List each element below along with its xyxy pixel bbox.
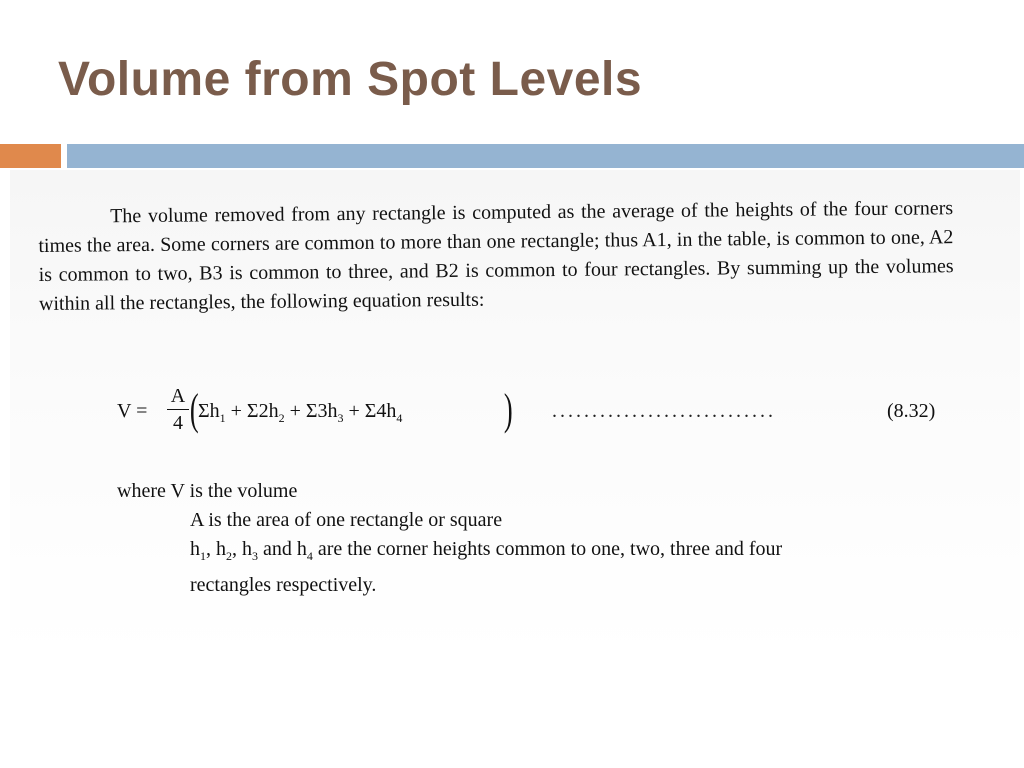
slide-title: Volume from Spot Levels — [58, 53, 643, 106]
h4-symbol: h — [296, 538, 307, 560]
h1-subscript: 1 — [200, 549, 206, 563]
fraction-a-over-4 — [167, 384, 189, 435]
open-paren: ( — [189, 385, 199, 434]
fraction-denominator: 4 — [173, 412, 183, 434]
plus-3: + — [343, 400, 365, 422]
fraction-bar — [167, 409, 189, 410]
definition-h-text: are the corner heights common to one, two, three and four — [312, 538, 783, 560]
title-accent-blue-bar — [67, 144, 1024, 168]
h4-subscript: 4 — [306, 549, 313, 563]
h2-symbol: h — [216, 538, 226, 560]
body-paragraph: The volume removed from any rectangle is computed as the average of the heights of the four corners times the area. Some corners are common to more than one rectangle; thus A1, in the table, is common to one, A2 is common to two, B3 is common to three, and B2 is common to four rectangles. By summing up the volumes within all the rectangles, the following equation results: — [38, 197, 954, 315]
separator-2: , — [232, 538, 242, 560]
term-2-subscript: 2 — [278, 411, 285, 425]
equation-8-32 — [117, 385, 967, 448]
h3-symbol: h — [242, 538, 252, 560]
term-3-subscript: 3 — [337, 411, 344, 425]
plus-2: + — [284, 400, 306, 422]
definition-a: A is the area of one rectangle or square — [190, 509, 503, 531]
title-accent-orange-bar — [0, 144, 61, 168]
separator-3: and — [258, 538, 297, 560]
definition-h-continued: rectangles respectively. — [190, 574, 377, 596]
equation-sum-terms — [198, 400, 402, 426]
term-4: Σ4h — [364, 400, 397, 422]
equation-lhs: V = — [117, 400, 148, 422]
term-3: Σ3h — [305, 400, 338, 422]
term-2: Σ2h — [246, 400, 279, 422]
close-paren: ) — [503, 385, 513, 434]
term-4-subscript: 4 — [396, 411, 403, 425]
separator-1: , — [206, 538, 216, 560]
h3-subscript: 3 — [252, 549, 258, 563]
term-1: Σh — [198, 400, 220, 422]
plus-1: + — [225, 400, 247, 422]
term-1-subscript: 1 — [219, 411, 226, 425]
variable-definitions — [117, 477, 782, 600]
definition-v: where V is the volume — [117, 480, 298, 502]
equation-number: (8.32) — [887, 400, 936, 422]
h1-symbol: h — [190, 538, 200, 560]
fraction-numerator: A — [170, 385, 186, 407]
equation-dot-leader: ............................ — [552, 400, 776, 422]
definition-h — [117, 535, 782, 571]
h2-subscript: 2 — [226, 549, 232, 563]
